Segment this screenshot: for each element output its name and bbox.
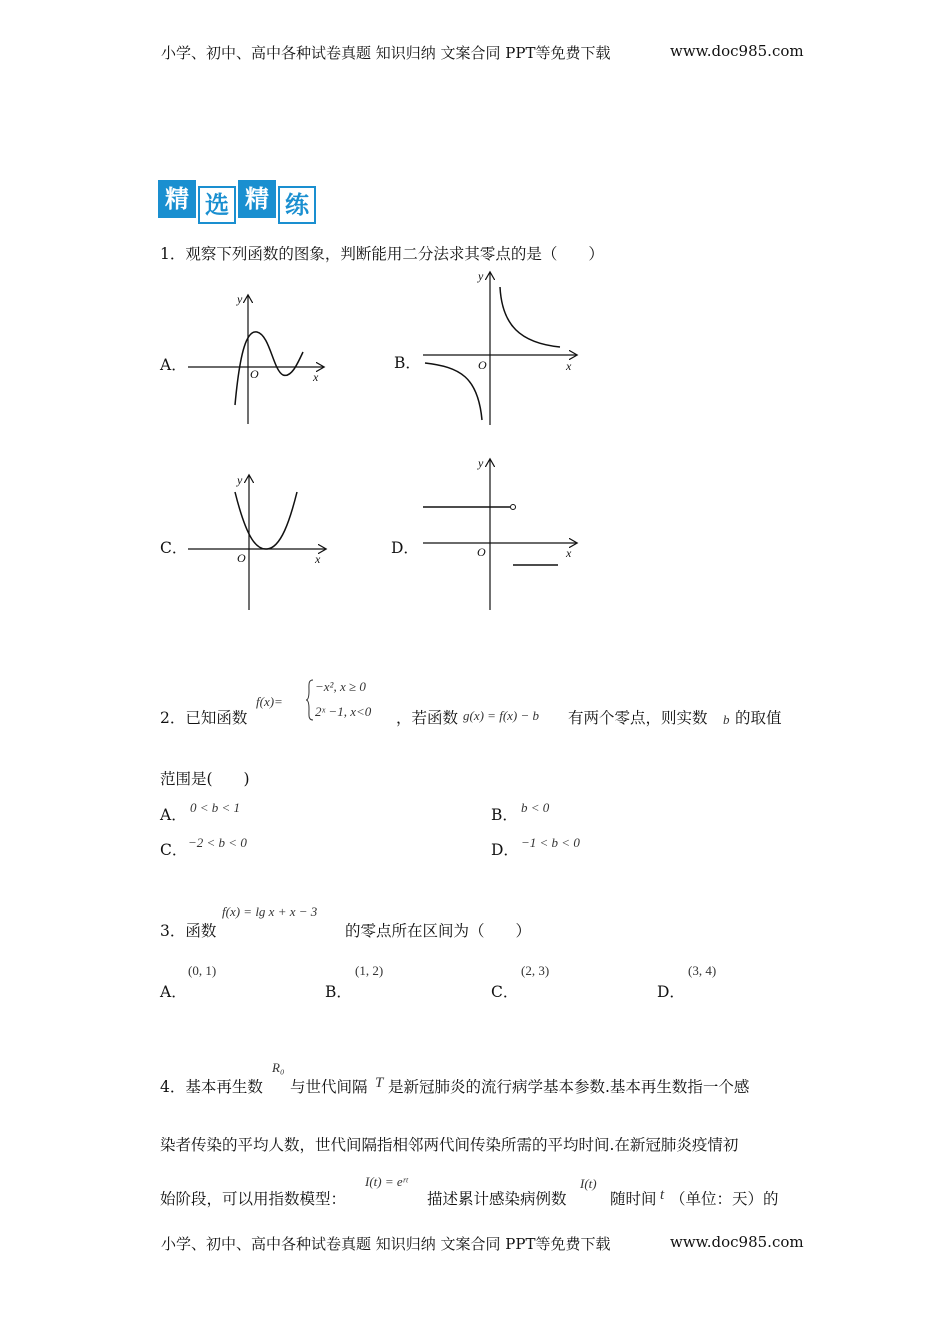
- badge-char-1: 精: [158, 180, 196, 218]
- q3-option-a-label: A．: [160, 983, 187, 1001]
- origin-label: O: [478, 358, 487, 372]
- section-badge: [158, 180, 320, 222]
- y-label: y: [237, 292, 243, 306]
- badge-char-4: 练: [278, 186, 316, 224]
- q3-post: 的零点所在区间为（ ）: [345, 922, 532, 940]
- q1-option-c-label: C．: [160, 539, 188, 557]
- curve-left: [425, 363, 482, 420]
- q4-line3-post: 随时间: [610, 1190, 657, 1208]
- q1-graph-c: [185, 470, 335, 615]
- y-label: y: [237, 473, 243, 487]
- q4-r0: R₀: [272, 1060, 285, 1075]
- x-label: x: [315, 552, 321, 566]
- badge-char-3: 精: [238, 180, 276, 218]
- q4-T: T: [375, 1075, 384, 1091]
- q3-option-c-label: C．: [491, 983, 519, 1001]
- q3-option-d-value: (3, 4): [688, 963, 717, 978]
- q1-graph-b: [420, 265, 585, 430]
- header-text: 小学、初中、高中各种试卷真题 知识归纳 文案合同 PPT等免费下载: [161, 44, 611, 62]
- x-label: x: [566, 359, 572, 373]
- q2-option-c-value: −2 < b < 0: [188, 835, 247, 850]
- q3-fx: f(x) = lg x + x − 3: [222, 904, 318, 919]
- q4-It: I(t): [580, 1176, 597, 1191]
- q2-pre: 2．已知函数: [160, 709, 248, 727]
- footer-site[interactable]: www.doc985.com: [670, 1233, 804, 1251]
- q2-gx: g(x) = f(x) − b: [463, 708, 540, 723]
- q2-option-d-value: −1 < b < 0: [521, 835, 580, 850]
- q4-line1-post: 与世代间隔: [290, 1078, 368, 1096]
- q2-case1: −x², x ≥ 0: [315, 679, 366, 694]
- q2-case2: 2ˣ −1, x<0: [315, 704, 372, 719]
- open-point: [511, 505, 516, 510]
- parabola: [235, 492, 297, 549]
- q2-option-a-label: A．: [160, 806, 187, 824]
- q2-post: 有两个零点，则实数: [568, 709, 708, 727]
- q3-option-a-value: (0, 1): [188, 963, 217, 978]
- q3-option-d-label: D．: [657, 983, 685, 1001]
- q1-stem: 1．观察下列函数的图象，判断能用二分法求其零点的是（ ）: [160, 245, 604, 263]
- q2-option-a-value: 0 < b < 1: [190, 800, 241, 815]
- origin-label: O: [237, 551, 246, 565]
- q4-line3-pre: 始阶段，可以用指数模型：: [160, 1190, 347, 1208]
- q2-option-d-label: D．: [491, 841, 519, 859]
- q4-model: I(t) = eʳᵗ: [365, 1174, 408, 1189]
- q4-line1-pre: 4．基本再生数: [160, 1078, 263, 1096]
- q2-option-b-value: b < 0: [521, 800, 550, 815]
- q1-option-a-label: A．: [160, 356, 187, 374]
- badge-char-2: 选: [198, 186, 236, 224]
- q2-mid: ，若函数: [396, 709, 459, 727]
- q4-line3-end: （单位：天）的: [670, 1190, 779, 1208]
- q4-line1-end: 是新冠肺炎的流行病学基本参数.基本再生数指一个感: [388, 1078, 750, 1096]
- curve: [235, 332, 303, 405]
- q4-line2: 染者传染的平均人数，世代间隔指相邻两代间传染所需的平均时间.在新冠肺炎疫情初: [160, 1136, 739, 1154]
- q4-t: t: [660, 1187, 665, 1203]
- q1-graph-a: [185, 290, 335, 430]
- header-site[interactable]: www.doc985.com: [670, 42, 804, 60]
- q2-brace: [305, 679, 315, 721]
- curve-right: [500, 287, 560, 347]
- x-label: x: [313, 370, 319, 384]
- q2-end: 的取值: [735, 709, 782, 727]
- q1-option-d-label: D．: [391, 539, 419, 557]
- origin-label: O: [250, 367, 259, 381]
- q2-option-b-label: B．: [491, 806, 518, 824]
- q2-var: b: [723, 712, 730, 727]
- q1-option-b-label: B．: [394, 354, 421, 372]
- y-label: y: [478, 456, 484, 470]
- q4-line3-mid: 描述累计感染病例数: [427, 1190, 567, 1208]
- q2-option-c-label: C．: [160, 841, 188, 859]
- footer-text: 小学、初中、高中各种试卷真题 知识归纳 文案合同 PPT等免费下载: [161, 1235, 611, 1253]
- origin-label: O: [477, 545, 486, 559]
- q3-option-b-value: (1, 2): [355, 963, 384, 978]
- y-label: y: [478, 269, 484, 283]
- q3-option-b-label: B．: [325, 983, 352, 1001]
- q2-line2: 范围是( ): [160, 770, 250, 788]
- q2-fx: f(x)=: [256, 694, 283, 709]
- x-label: x: [566, 546, 572, 560]
- q3-option-c-value: (2, 3): [521, 963, 550, 978]
- q1-graph-d: [420, 452, 585, 614]
- q3-pre: 3．函数: [160, 922, 217, 940]
